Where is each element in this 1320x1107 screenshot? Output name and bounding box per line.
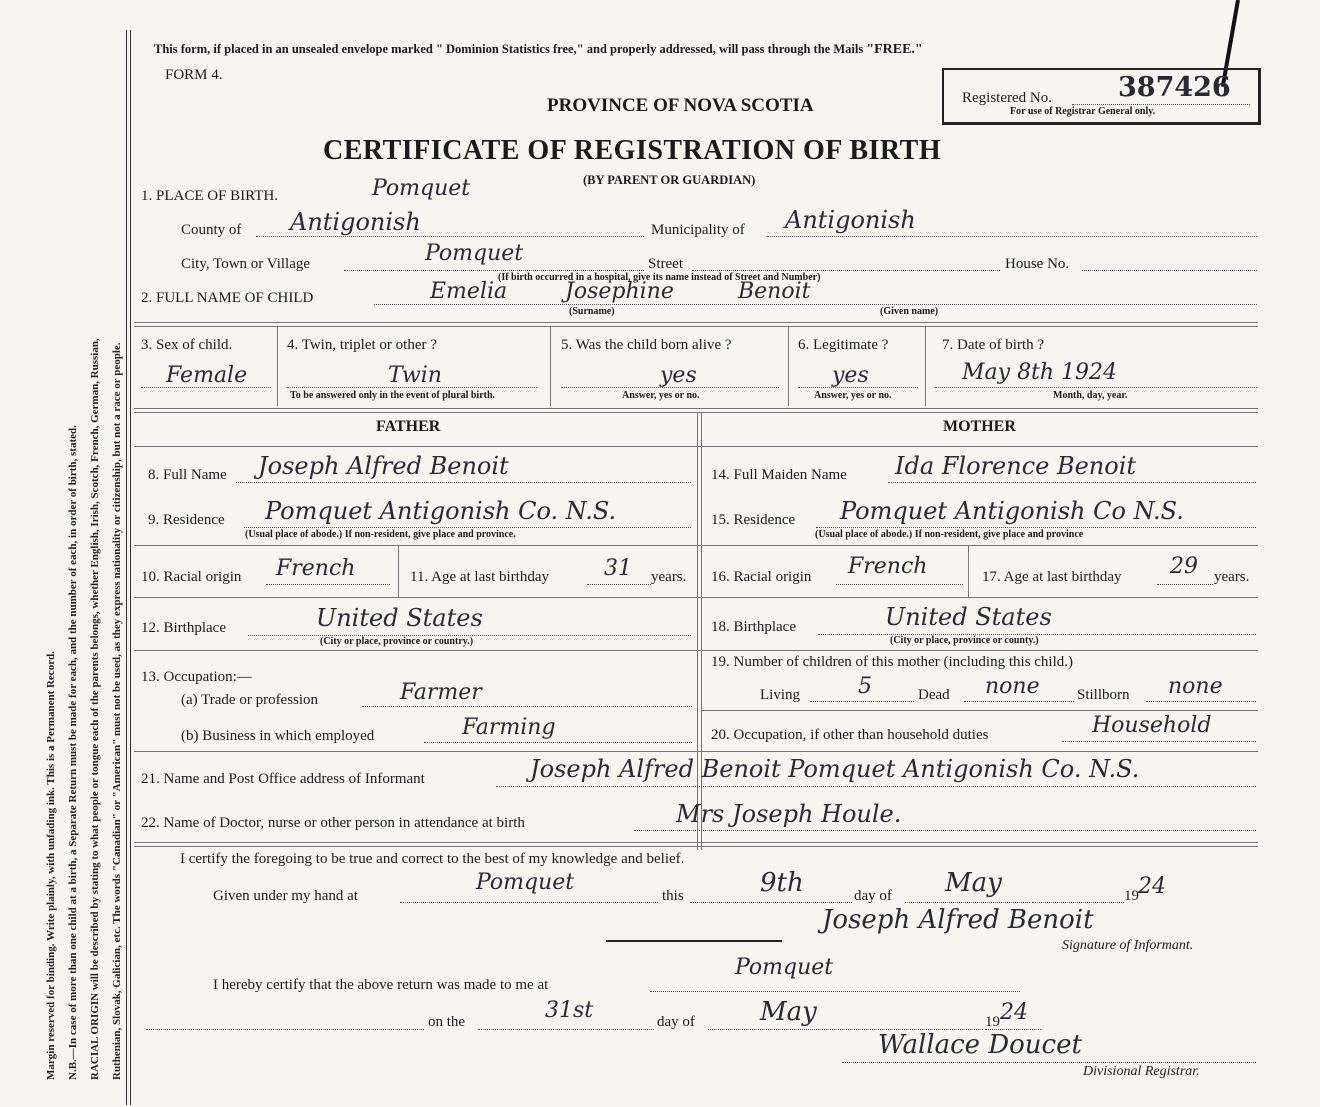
label-dead: Dead — [918, 687, 950, 703]
label-mother-racial-origin: 16. Racial origin — [711, 569, 812, 585]
alive-note: Answer, yes or no. — [622, 390, 700, 401]
value-stillborn: none — [1168, 674, 1223, 699]
value-mother-name: Ida Florence Benoit — [895, 452, 1137, 480]
registered-label: Registered No. — [962, 90, 1052, 106]
mail-note: This form, if placed in an unsealed envelope marked " Dominion Statistics free," and properly addressed, will pass through the Mails "FREE." — [154, 42, 923, 57]
margin-note-binding: Margin reserved for binding. Write plainly, with unfading ink. This is a Permanent Record. — [45, 651, 57, 1080]
label-county: County of — [181, 222, 242, 238]
value-child-middle: Josephine — [565, 279, 674, 304]
label-father-residence: 9. Residence — [148, 512, 225, 528]
mother-birthplace-note: (City or place, province or county.) — [890, 635, 1039, 646]
twin-note: To be answered only in the event of plural birth. — [290, 390, 496, 401]
label-father-birthplace: 12. Birthplace — [141, 620, 226, 636]
certify-statement: I certify the foregoing to be true and correct to the best of my knowledge and belief. — [180, 851, 685, 867]
value-father-age: 31 — [604, 556, 632, 581]
label-father-racial-origin: 10. Racial origin — [141, 569, 242, 585]
province-heading: PROVINCE OF NOVA SCOTIA — [547, 95, 814, 116]
registrar-note: For use of Registrar General only. — [1010, 106, 1156, 117]
value-mother-age: 29 — [1170, 554, 1198, 579]
label-father-name: 8. Full Name — [148, 467, 227, 483]
value-return-at: Pomquet — [735, 955, 834, 980]
label-mother-occupation: 20. Occupation, if other than household duties — [711, 727, 989, 743]
label-this: this — [662, 888, 684, 904]
value-legitimate: yes — [832, 363, 869, 388]
label-on-the: on the — [428, 1014, 466, 1030]
margin-note-multiple-births: N.B.—In case of more than one child at a birth, a Separate Return must be made for each, and the number of each, in order of birth, stated. — [67, 425, 79, 1080]
certificate-subtitle: (BY PARENT OR GUARDIAN) — [583, 173, 756, 187]
value-father-birthplace: United States — [316, 604, 483, 632]
value-return-day: 31st — [545, 998, 594, 1023]
label-given-name: (Given name) — [880, 306, 939, 317]
label-trade: (a) Trade or profession — [181, 692, 319, 708]
return-year-prefix: 19 — [985, 1014, 1000, 1030]
value-municipality: Antigonish — [785, 206, 916, 234]
value-business: Farming — [462, 715, 556, 740]
value-return-month: May — [760, 997, 817, 1027]
label-hereby: I hereby certify that the above return was made to me at — [213, 977, 549, 993]
mother-heading: MOTHER — [943, 418, 1016, 435]
label-place-of-birth: 1. PLACE OF BIRTH. — [141, 188, 279, 204]
value-given-at: Pomquet — [476, 870, 575, 895]
label-twin: 4. Twin, triplet or other ? — [287, 337, 437, 353]
label-occupation: 13. Occupation:— — [141, 669, 252, 685]
certificate-title: CERTIFICATE OF REGISTRATION OF BIRTH — [323, 135, 942, 166]
registered-number: 387426 — [1118, 72, 1231, 103]
value-mother-occupation: Household — [1092, 713, 1212, 738]
value-mother-birthplace: United States — [885, 603, 1052, 631]
mother-age-years: years. — [1214, 569, 1250, 585]
value-living: 5 — [858, 674, 872, 699]
margin-rule — [126, 30, 127, 1105]
value-trade: Farmer — [400, 680, 482, 705]
father-abode-note: (Usual place of abode.) If non-resident, give place and province. — [245, 529, 516, 540]
label-living: Living — [760, 687, 800, 703]
value-father-residence: Pomquet Antigonish Co. N.S. — [265, 497, 617, 525]
value-child-last: Benoit — [738, 279, 811, 304]
mother-abode-note: (Usual place of abode.) If non-resident, give place and province — [815, 529, 1084, 540]
label-mother-birthplace: 18. Birthplace — [711, 619, 796, 635]
label-mother-name: 14. Full Maiden Name — [711, 467, 847, 483]
label-municipality: Municipality of — [651, 222, 745, 238]
value-informant: Joseph Alfred Benoit Pomquet Antigonish Co. N.S. — [530, 755, 1140, 783]
label-given-at: Given under my hand at — [213, 888, 358, 904]
label-signature-informant: Signature of Informant. — [1062, 938, 1194, 953]
label-signature-registrar: Divisional Registrar. — [1083, 1064, 1200, 1079]
registrar-signature: Wallace Doucet — [878, 1030, 1082, 1060]
hospital-note: (If birth occurred in a hospital, give its name instead of Street and Number) — [498, 272, 821, 283]
value-return-year: 24 — [1000, 1000, 1028, 1025]
margin-rule-inner — [130, 30, 131, 1105]
value-doctor: Mrs Joseph Houle. — [676, 800, 902, 828]
dob-note: Month, day, year. — [1053, 390, 1128, 401]
label-return-day-of: day of — [657, 1014, 695, 1030]
value-mother-residence: Pomquet Antigonish Co N.S. — [840, 497, 1184, 525]
label-given-day-of: day of — [854, 888, 892, 904]
label-father-age: 11. Age at last birthday — [410, 569, 549, 585]
label-city: City, Town or Village — [181, 256, 311, 272]
label-street: Street — [648, 256, 683, 272]
value-city: Pomquet — [425, 241, 524, 266]
label-full-name: 2. FULL NAME OF CHILD — [141, 290, 314, 306]
label-born-alive: 5. Was the child born alive ? — [561, 337, 732, 353]
label-surname: (Surname) — [569, 306, 615, 317]
value-mother-racial-origin: French — [848, 554, 928, 579]
value-county: Antigonish — [290, 208, 421, 236]
label-business: (b) Business in which employed — [181, 728, 375, 744]
label-house-no: House No. — [1005, 256, 1070, 272]
value-dead: none — [985, 674, 1040, 699]
label-mother-age: 17. Age at last birthday — [982, 569, 1122, 585]
label-sex: 3. Sex of child. — [141, 337, 233, 353]
value-place-of-birth: Pomquet — [372, 176, 471, 201]
father-birthplace-note: (City or place, province or country.) — [320, 636, 474, 647]
label-stillborn: Stillborn — [1077, 687, 1130, 703]
label-children: 19. Number of children of this mother (including this child.) — [711, 654, 1074, 670]
margin-note-racial-origin-cont: Ruthenian, Slovak, Galician, etc. The words "Canadian" or "American" must not be used, as they express nationality or citizenship, but not a race or people. — [111, 342, 123, 1080]
value-sex: Female — [166, 363, 248, 388]
value-given-year: 24 — [1138, 874, 1166, 899]
value-given-month: May — [945, 868, 1002, 898]
informant-signature: Joseph Alfred Benoit — [822, 905, 1094, 935]
signature-divider — [606, 940, 782, 942]
label-date-of-birth: 7. Date of birth ? — [942, 337, 1045, 353]
legitimate-note: Answer, yes or no. — [814, 390, 892, 401]
value-father-name: Joseph Alfred Benoit — [258, 452, 509, 480]
margin-notes — [40, 40, 128, 1080]
label-mother-residence: 15. Residence — [711, 512, 796, 528]
margin-note-racial-origin: RACIAL ORIGIN will be described by stating to what people or tongue each of the parents belongs, whether English, Irish, Scotch, French, German, Russian, — [89, 338, 101, 1080]
value-father-racial-origin: French — [276, 556, 356, 581]
father-heading: FATHER — [376, 418, 441, 435]
label-legitimate: 6. Legitimate ? — [798, 337, 889, 353]
value-given-day: 9th — [760, 868, 804, 898]
given-year-prefix: 19 — [1124, 888, 1139, 904]
value-child-first: Emelia — [430, 279, 508, 304]
label-informant: 21. Name and Post Office address of Informant — [141, 771, 425, 787]
father-age-years: years. — [651, 569, 687, 585]
form-number: FORM 4. — [165, 67, 223, 83]
value-date-of-birth: May 8th 1924 — [962, 360, 1118, 385]
value-twin: Twin — [388, 363, 442, 388]
label-doctor: 22. Name of Doctor, nurse or other person in attendance at birth — [141, 815, 525, 831]
value-born-alive: yes — [660, 363, 697, 388]
